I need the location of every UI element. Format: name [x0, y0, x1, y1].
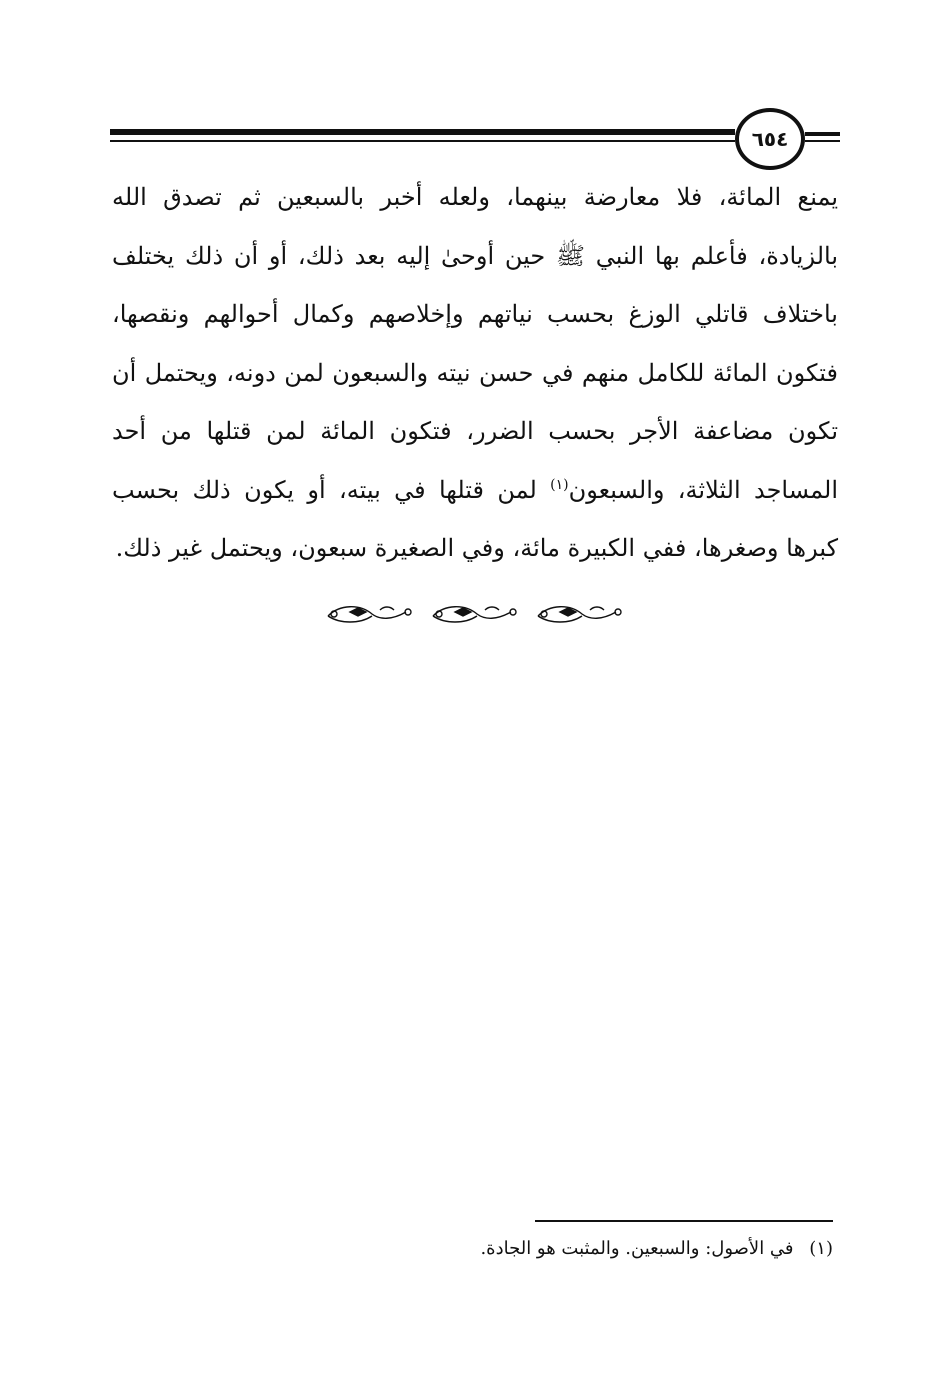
ornament-unit: [328, 607, 411, 622]
text-after-note: لمن قتلها في بيته، أو يكون ذلك بحسب كبرها وصغرها، ففي الكبيرة مائة، وفي الصغيرة سبعون، ويحتمل غير ذلك.: [112, 475, 838, 562]
main-text: [112, 168, 838, 578]
footnote-marker[interactable]: (١): [550, 476, 569, 493]
text-before-note: يمنع المائة، فلا معارضة بينهما، ولعله أخبر بالسبعين ثم تصدق الله بالزيادة، فأعلم بها النبي ﷺ حين أوحىٰ إليه بعد ذلك، أو أن ذلك يختلف باختلاف قاتلي الوزغ بحسب نياتهم وإخلاصهم وكمال أحوالهم ونقصها، فتكون المائة للكامل منهم في حسن نيته والسبعون لمن دونه، ويحتمل أن تكون مضاعفة الأجر بحسب الضرر، فتكون المائة لمن قتلها من أحد المساجد الثلاثة، والسبعون: [112, 183, 838, 504]
header-rule-right-thin: [805, 140, 840, 142]
header-rule-thin: [110, 140, 735, 142]
footnote-number: (١): [809, 1238, 833, 1259]
page-header: [110, 108, 840, 168]
page-number: ٦٥٤: [751, 127, 789, 151]
footnote: [300, 1234, 833, 1264]
ornament-unit: [433, 607, 516, 622]
page-number-badge: [735, 108, 805, 170]
header-rule-right: [805, 132, 840, 136]
footnote-separator: [535, 1220, 833, 1222]
ornament-unit: [538, 607, 621, 622]
header-rule: [110, 129, 735, 135]
paragraph: [112, 168, 838, 578]
floral-divider-ornament-icon: [320, 598, 630, 628]
footnote-text: في الأصول: والسبعين. والمثبت هو الجادة.: [480, 1238, 794, 1259]
